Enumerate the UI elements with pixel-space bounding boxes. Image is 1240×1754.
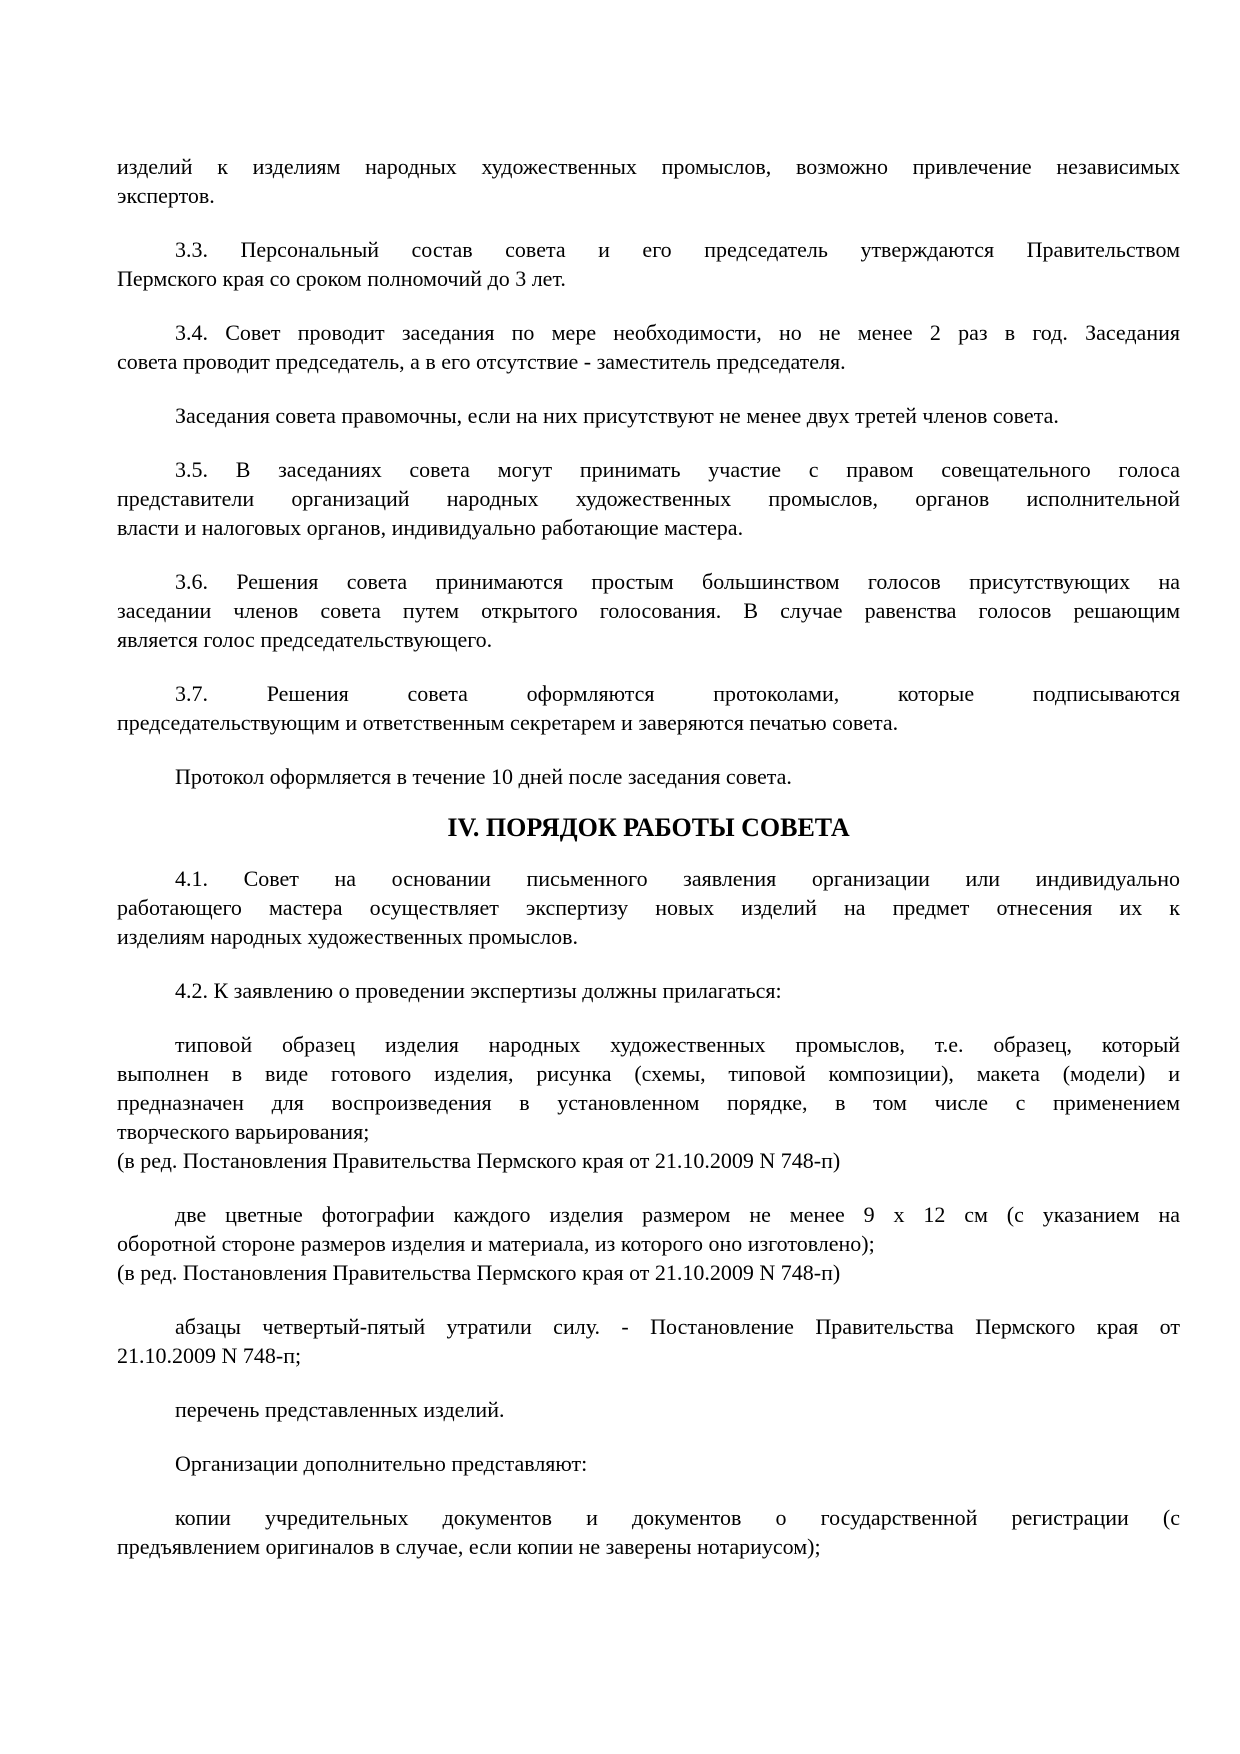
text-line: представители организаций народных художественных промыслов, органов исполнительной bbox=[117, 486, 1180, 511]
text-line: копии учредительных документов и документов о государственной регистрации (с bbox=[175, 1505, 1180, 1530]
paragraph bbox=[117, 1312, 1180, 1370]
paragraph bbox=[117, 455, 1180, 542]
text-line: 3.7. Решения совета оформляются протоколами, которые подписываются bbox=[175, 681, 1180, 706]
paragraph bbox=[117, 1200, 1180, 1258]
text-line: предназначен для воспроизведения в установленном порядке, в том числе с применением bbox=[117, 1090, 1180, 1115]
paragraph bbox=[117, 864, 1180, 951]
text-line: (в ред. Постановления Правительства Пермского края от 21.10.2009 N 748-п) bbox=[117, 1148, 841, 1173]
text-line: 21.10.2009 N 748-п; bbox=[117, 1343, 302, 1368]
text-line: типовой образец изделия народных художественных промыслов, т.е. образец, который bbox=[175, 1032, 1180, 1057]
text-line: 4.1. Совет на основании письменного заявления организации или индивидуально bbox=[175, 866, 1180, 891]
text-line: Заседания совета правомочны, если на них присутствуют не менее двух третей членов совета. bbox=[175, 403, 1059, 428]
paragraph bbox=[117, 976, 1180, 1005]
text-line: две цветные фотографии каждого изделия размером не менее 9 x 12 см (с указанием на bbox=[175, 1202, 1180, 1227]
text-line: 3.4. Совет проводит заседания по мере необходимости, но не менее 2 раз в год. Заседания bbox=[175, 320, 1180, 345]
paragraph bbox=[117, 1449, 1180, 1478]
text-line: 3.5. В заседаниях совета могут принимать участие с правом совещательного голоса bbox=[175, 457, 1180, 482]
paragraph bbox=[117, 762, 1180, 791]
text-line: оборотной стороне размеров изделия и материала, из которого оно изготовлено); bbox=[117, 1231, 875, 1256]
paragraph bbox=[117, 1146, 1180, 1175]
text-line: 4.2. К заявлению о проведении экспертизы должны прилагаться: bbox=[175, 978, 782, 1003]
text-line: перечень представленных изделий. bbox=[175, 1397, 505, 1422]
paragraph bbox=[117, 401, 1180, 430]
text-line: Организации дополнительно представляют: bbox=[175, 1451, 588, 1476]
paragraph bbox=[117, 1030, 1180, 1146]
text-line: совета проводит председатель, а в его отсутствие - заместитель председателя. bbox=[117, 349, 846, 374]
text-line: экспертов. bbox=[117, 183, 215, 208]
text-line: Пермского края со сроком полномочий до 3 лет. bbox=[117, 266, 566, 291]
text-line: 3.3. Персональный состав совета и его председатель утверждаются Правительством bbox=[175, 237, 1180, 262]
paragraph bbox=[117, 567, 1180, 654]
paragraph bbox=[117, 1395, 1180, 1424]
text-line: выполнен в виде готового изделия, рисунка (схемы, типовой композиции), макета (модели) и bbox=[117, 1061, 1180, 1086]
text-line: абзацы четвертый-пятый утратили силу. - Постановление Правительства Пермского края от bbox=[175, 1314, 1180, 1339]
text-line: творческого варьирования; bbox=[117, 1119, 370, 1144]
text-line: 3.6. Решения совета принимаются простым большинством голосов присутствующих на bbox=[175, 569, 1180, 594]
section-heading: IV. ПОРЯДОК РАБОТЫ СОВЕТА bbox=[447, 813, 850, 842]
paragraph bbox=[117, 152, 1180, 210]
paragraph bbox=[117, 235, 1180, 293]
text-line: изделиям народных художественных промыслов. bbox=[117, 924, 579, 949]
text-line: является голос председательствующего. bbox=[117, 627, 493, 652]
document-body bbox=[117, 152, 1180, 1586]
text-line: изделий к изделиям народных художественных промыслов, возможно привлечение независимых bbox=[117, 154, 1180, 179]
text-line: (в ред. Постановления Правительства Пермского края от 21.10.2009 N 748-п) bbox=[117, 1260, 841, 1285]
text-line: власти и налоговых органов, индивидуально работающие мастера. bbox=[117, 515, 744, 540]
paragraph bbox=[117, 1258, 1180, 1287]
paragraph bbox=[117, 318, 1180, 376]
text-line: предъявлением оригиналов в случае, если копии не заверены нотариусом); bbox=[117, 1534, 821, 1559]
text-line: председательствующим и ответственным секретарем и заверяются печатью совета. bbox=[117, 710, 899, 735]
text-line: заседании членов совета путем открытого голосования. В случае равенства голосов решающим bbox=[117, 598, 1180, 623]
paragraph bbox=[117, 1503, 1180, 1561]
text-line: Протокол оформляется в течение 10 дней после заседания совета. bbox=[175, 764, 792, 789]
text-line: работающего мастера осуществляет экспертизу новых изделий на предмет отнесения их к bbox=[117, 895, 1180, 920]
paragraph bbox=[117, 679, 1180, 737]
